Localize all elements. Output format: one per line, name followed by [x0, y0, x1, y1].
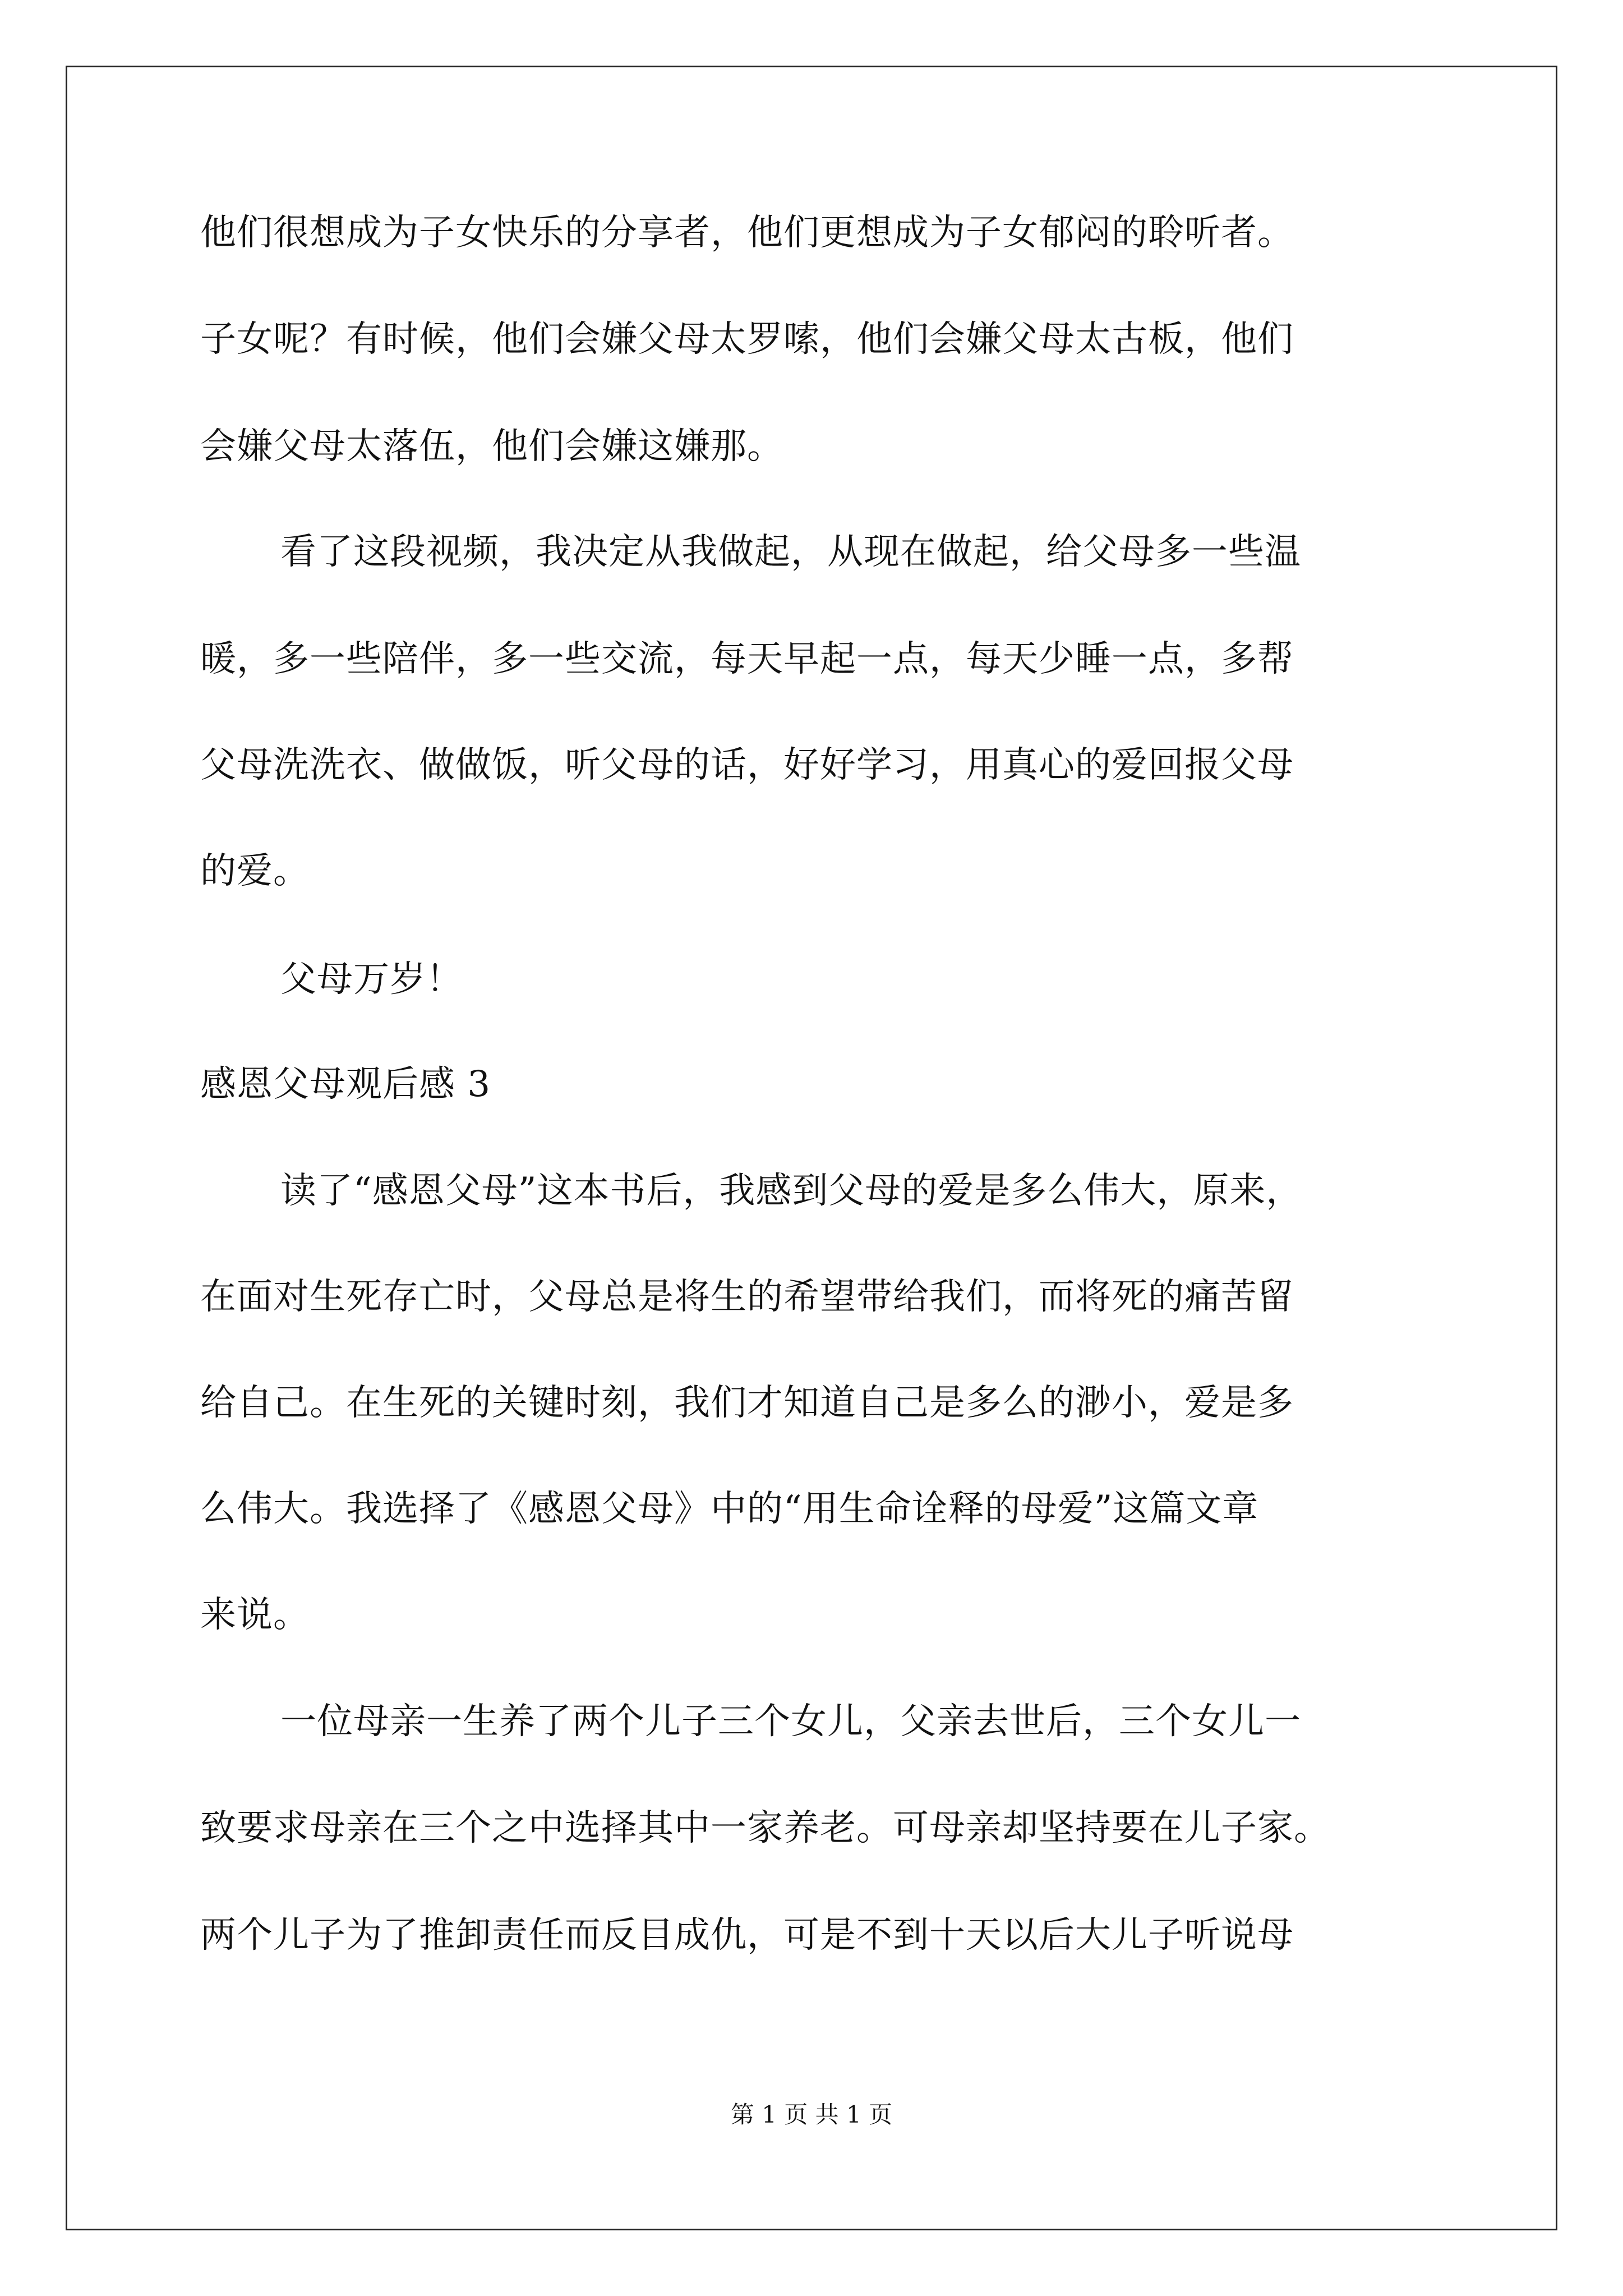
text-line-11: 在面对生死存亡时，父母总是将生的希望带给我们，而将死的痛苦留 — [200, 1276, 1294, 1318]
text-line-16: 致要求母亲在三个之中选择其中一家养老。可母亲却坚持要在儿子家。 — [200, 1807, 1330, 1849]
page-footer: 第 1 页 共 1 页 — [730, 2101, 893, 2128]
text-line-17: 两个儿子为了推卸责任而反目成仇，可是不到十天以后大儿子听说母 — [200, 1915, 1294, 1956]
text-line-4: 看了这段视频，我决定从我做起，从现在做起，给父母多一些温 — [280, 531, 1301, 573]
text-line-10: 读了“感恩父母”这本书后，我感到父母的爱是多么伟大，原来， — [280, 1170, 1303, 1212]
text-line-12: 给自己。在生死的关键时刻，我们才知道自己是多么的渺小，爱是多 — [200, 1382, 1294, 1424]
text-line-8: 父母万岁！ — [280, 959, 463, 1000]
text-line-6: 父母洗洗衣、做做饭，听父母的话，好好学习，用真心的爱回报父母 — [200, 744, 1294, 786]
text-line-13: 么伟大。我选择了《感恩父母》中的“用生命诠释的母爱”这篇文章 — [200, 1488, 1259, 1530]
text-line-14: 来说。 — [200, 1594, 310, 1636]
text-line-5: 暖，多一些陪伴，多一些交流，每天早起一点，每天少睡一点，多帮 — [200, 638, 1294, 680]
page-border — [66, 66, 1557, 2230]
text-line-7: 的爱。 — [200, 850, 310, 892]
text-line-2: 子女呢？有时候，他们会嫌父母太罗嗦，他们会嫌父母太古板，他们 — [200, 319, 1294, 360]
section-heading: 感恩父母观后感 3 — [200, 1064, 491, 1105]
text-line-3: 会嫌父母太落伍，他们会嫌这嫌那。 — [200, 426, 783, 467]
text-line-15: 一位母亲一生养了两个儿子三个女儿，父亲去世后，三个女儿一 — [280, 1701, 1301, 1742]
text-line-1: 他们很想成为子女快乐的分享者，他们更想成为子女郁闷的聆听者。 — [200, 212, 1294, 254]
